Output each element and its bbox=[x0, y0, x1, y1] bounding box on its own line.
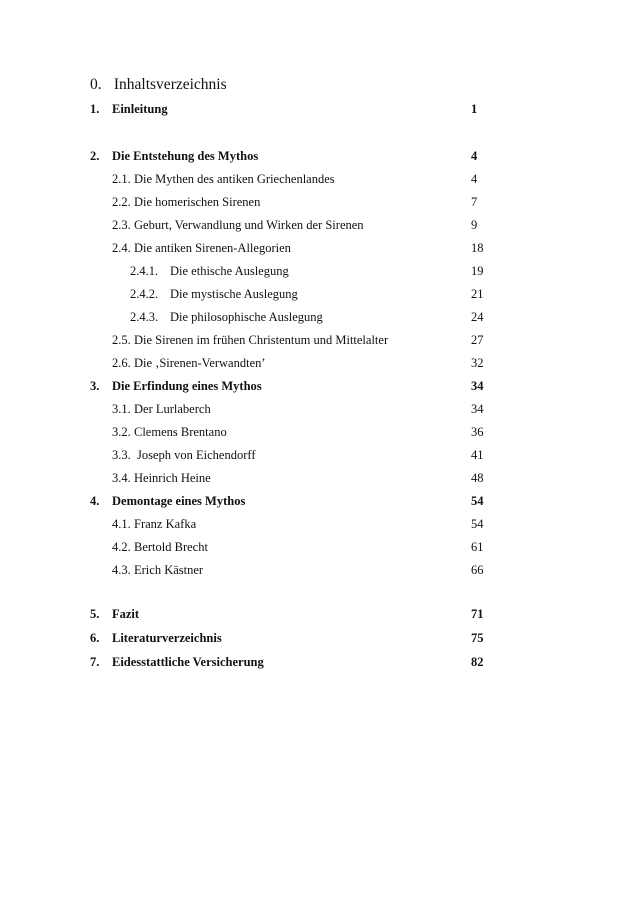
toc-entry-number: 4.2. bbox=[112, 540, 131, 554]
toc-entry-page: 82 bbox=[471, 655, 484, 669]
toc-heading bbox=[90, 76, 227, 94]
toc-entry-title: Die Erfindung eines Mythos bbox=[112, 379, 262, 393]
toc-entry-page: 4 bbox=[471, 172, 478, 186]
toc-entry-title: Die homerischen Sirenen bbox=[134, 195, 261, 209]
toc-entry[interactable] bbox=[0, 540, 638, 558]
toc-entry[interactable] bbox=[0, 563, 638, 581]
toc-entry-number: 2.1. bbox=[112, 172, 131, 186]
toc-entry-number: 2.4.2. bbox=[130, 287, 159, 301]
toc-entry-title: Die Entstehung des Mythos bbox=[112, 149, 259, 163]
toc-entry-number: 2.4.1. bbox=[130, 264, 159, 278]
toc-entry-number: 6. bbox=[90, 631, 100, 645]
toc-entry-title: Die philosophische Auslegung bbox=[170, 310, 323, 324]
toc-entry[interactable] bbox=[0, 631, 638, 649]
toc-entry-number: 2.5. bbox=[112, 333, 131, 347]
toc-entry-title: Joseph von Eichendorff bbox=[137, 448, 256, 462]
toc-entry[interactable] bbox=[0, 287, 638, 305]
toc-entry-page: 1 bbox=[471, 102, 478, 116]
toc-heading-title: Inhaltsverzeichnis bbox=[113, 76, 227, 93]
toc-entry-number: 4. bbox=[90, 494, 100, 508]
toc-entry-title: Die ‚Sirenen-Verwandten’ bbox=[134, 356, 266, 370]
toc-entry-title: Eidesstattliche Versicherung bbox=[112, 655, 264, 669]
toc-entry-title: Literaturverzeichnis bbox=[112, 631, 222, 645]
toc-entry-number: 4.1. bbox=[112, 517, 131, 531]
toc-entry-title: Fazit bbox=[112, 607, 140, 621]
toc-entry-title: Die ethische Auslegung bbox=[170, 264, 289, 278]
toc-entry-page: 24 bbox=[471, 310, 484, 324]
toc-entry-page: 71 bbox=[471, 607, 484, 621]
toc-entry-page: 34 bbox=[471, 379, 484, 393]
toc-entry-number: 2.3. bbox=[112, 218, 131, 232]
toc-entry-title: Franz Kafka bbox=[134, 517, 197, 531]
toc-entry-number: 2.2. bbox=[112, 195, 131, 209]
toc-entry-title: Einleitung bbox=[112, 102, 168, 116]
toc-entry[interactable] bbox=[0, 494, 638, 512]
toc-entry-page: 61 bbox=[471, 540, 484, 554]
toc-entry-page: 19 bbox=[471, 264, 484, 278]
toc-entry-page: 21 bbox=[471, 287, 484, 301]
toc-entry[interactable] bbox=[0, 149, 638, 167]
toc-entry-number: 3.1. bbox=[112, 402, 131, 416]
toc-entry[interactable] bbox=[0, 356, 638, 374]
toc-entry-page: 32 bbox=[471, 356, 484, 370]
toc-entry-title: Demontage eines Mythos bbox=[112, 494, 246, 508]
toc-entry-page: 54 bbox=[471, 494, 484, 508]
toc-entry-page: 27 bbox=[471, 333, 484, 347]
toc-entry-page: 34 bbox=[471, 402, 484, 416]
toc-entry[interactable] bbox=[0, 310, 638, 328]
toc-entry-number: 2. bbox=[90, 149, 100, 163]
toc-entry-number: 2.4. bbox=[112, 241, 131, 255]
toc-entry-page: 9 bbox=[471, 218, 478, 232]
toc-entry[interactable] bbox=[0, 241, 638, 259]
toc-entry-title: Erich Kästner bbox=[134, 563, 204, 577]
toc-entry[interactable] bbox=[0, 607, 638, 625]
toc-entry-title: Geburt, Verwandlung und Wirken der Sirenen bbox=[134, 218, 364, 232]
toc-entry-page: 41 bbox=[471, 448, 484, 462]
toc-entry-page: 7 bbox=[471, 195, 478, 209]
toc-entry[interactable] bbox=[0, 264, 638, 282]
toc-entry-number: 2.4.3. bbox=[130, 310, 159, 324]
toc-entry-title: Die mystische Auslegung bbox=[170, 287, 298, 301]
toc-entry-number: 1. bbox=[90, 102, 100, 116]
toc-entry-number: 5. bbox=[90, 607, 100, 621]
toc-entry-page: 4 bbox=[471, 149, 478, 163]
toc-heading-number: 0. bbox=[90, 76, 102, 93]
toc-entry-title: Clemens Brentano bbox=[134, 425, 227, 439]
toc-entry-number: 3.4. bbox=[112, 471, 131, 485]
toc-entry-page: 48 bbox=[471, 471, 484, 485]
toc-entry-number: 7. bbox=[90, 655, 100, 669]
toc-entry-page: 54 bbox=[471, 517, 484, 531]
toc-entry[interactable] bbox=[0, 402, 638, 420]
toc-entry-title: Heinrich Heine bbox=[134, 471, 211, 485]
toc-entry[interactable] bbox=[0, 655, 638, 673]
toc-entry-title: Die Mythen des antiken Griechenlandes bbox=[134, 172, 335, 186]
toc-entry-number: 3.2. bbox=[112, 425, 131, 439]
toc-entry[interactable] bbox=[0, 517, 638, 535]
toc-entry-title: Die antiken Sirenen-Allegorien bbox=[134, 241, 291, 255]
toc-entry[interactable] bbox=[0, 425, 638, 443]
toc-entry-page: 75 bbox=[471, 631, 484, 645]
toc-entry-title: Die Sirenen im frühen Christentum und Mittelalter bbox=[134, 333, 389, 347]
toc-entry[interactable] bbox=[0, 333, 638, 351]
toc-entry-title: Der Lurlaberch bbox=[134, 402, 211, 416]
toc-entry-page: 66 bbox=[471, 563, 484, 577]
toc-entry[interactable] bbox=[0, 172, 638, 190]
toc-entry[interactable] bbox=[0, 471, 638, 489]
toc-entry-title: Bertold Brecht bbox=[134, 540, 208, 554]
toc-entry[interactable] bbox=[0, 448, 638, 466]
toc-entry-number: 2.6. bbox=[112, 356, 131, 370]
toc-entry[interactable] bbox=[0, 195, 638, 213]
toc-entry[interactable] bbox=[0, 379, 638, 397]
toc-entry-number: 4.3. bbox=[112, 563, 131, 577]
toc-entry-page: 18 bbox=[471, 241, 484, 255]
toc-entry-number: 3.3. bbox=[112, 448, 131, 462]
toc-entry[interactable] bbox=[0, 218, 638, 236]
toc-entry-page: 36 bbox=[471, 425, 484, 439]
toc-entry[interactable] bbox=[0, 102, 638, 120]
toc-entry-number: 3. bbox=[90, 379, 100, 393]
